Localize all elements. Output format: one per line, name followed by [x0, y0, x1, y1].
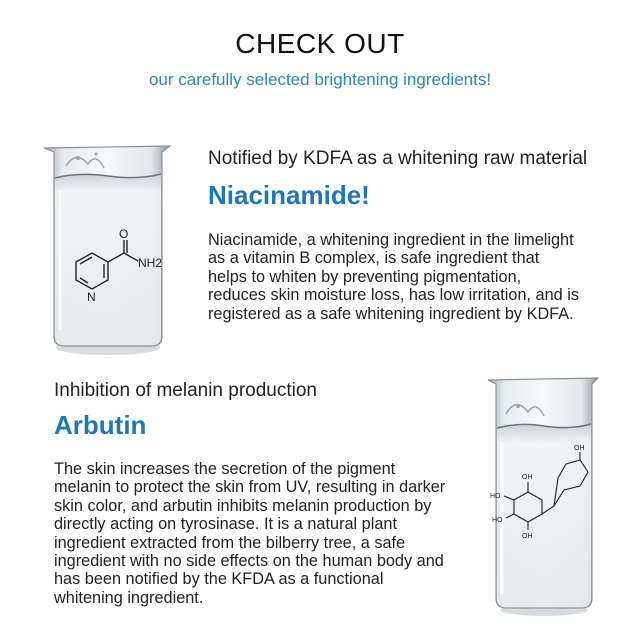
ingredient-label-niacinamide: Notified by KDFA as a whitening raw material: [208, 148, 588, 169]
molecule-label-amine: NH2: [138, 256, 163, 270]
molecule-label-oh-2: OH: [522, 533, 533, 540]
ingredient-description-arbutin: The skin increases the secretion of the pigment melanin to protect the skin from UV, resulting in darker skin color, and arbutin inhibits melanin production by directly acting on tyrosinase. It is a natural plant ingredient extracted from the bilberry tree, a safe ingredient with no side effects on the human body and has been notified by the KFDA as a functional whitening ingredient.: [54, 460, 446, 607]
ingredient-description-niacinamide: Niacinamide, a whitening ingredient in the limelight as a vitamin B complex, is safe ingredient that helps to whiten by preventing pigmentation, reduces skin moisture loss, has low irritation, and is registered as a safe whitening ingredient by KDFA.: [208, 231, 580, 323]
page-subtitle: our carefully selected brightening ingredients!: [148, 70, 492, 89]
molecule-label-oxygen: O: [119, 227, 129, 241]
beaker-icon: [484, 372, 604, 620]
molecule-label-ring-nitrogen: N: [87, 290, 96, 304]
ingredient-name-arbutin: Arbutin: [54, 410, 147, 440]
beaker-icon: [38, 140, 178, 362]
molecule-label-top-oh: OH: [574, 445, 585, 452]
molecule-label-ho-1: HO: [490, 493, 501, 500]
molecule-label-oh-1: OH: [522, 474, 533, 481]
ingredient-name-niacinamide: Niacinamide!: [208, 180, 370, 210]
ingredient-label-arbutin: Inhibition of melanin production: [54, 380, 318, 401]
page-title: CHECK OUT: [235, 28, 405, 59]
molecule-label-ho-2: HO: [492, 517, 503, 524]
